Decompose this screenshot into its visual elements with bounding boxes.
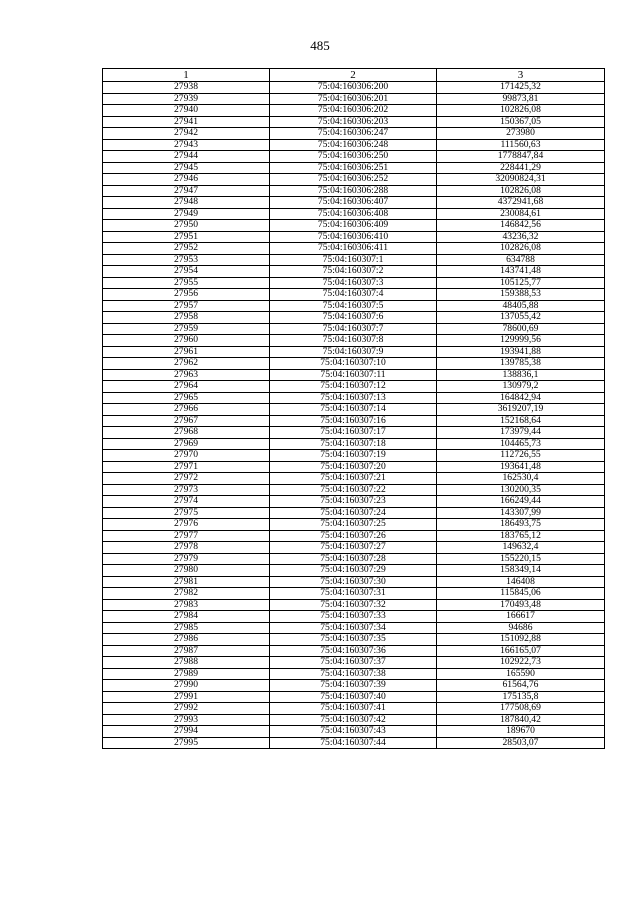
cadastral-number-cell: 75:04:160307:31 [270,588,437,600]
table-row [103,93,605,105]
table-row [103,496,605,508]
value-cell: 129999,56 [437,335,605,347]
cadastral-number-cell: 75:04:160307:40 [270,691,437,703]
page-number: 485 [310,38,330,53]
table-row [103,737,605,749]
cadastral-number-cell: 75:04:160307:13 [270,392,437,404]
row-number-cell: 27983 [103,599,270,611]
value-cell: 186493,75 [437,519,605,531]
table-row [103,162,605,174]
cadastral-number-cell: 75:04:160307:14 [270,404,437,416]
table-row [103,128,605,140]
table-row [103,691,605,703]
table-row [103,438,605,450]
value-cell: 175135,8 [437,691,605,703]
table-row [103,645,605,657]
row-number-cell: 27963 [103,369,270,381]
value-cell: 143741,48 [437,266,605,278]
row-number-cell: 27944 [103,151,270,163]
row-number-cell: 27962 [103,358,270,370]
value-cell: 3619207,19 [437,404,605,416]
cadastral-number-cell: 75:04:160307:41 [270,703,437,715]
row-number-cell: 27949 [103,208,270,220]
table-row [103,415,605,427]
row-number-cell: 27975 [103,507,270,519]
value-cell: 112726,55 [437,450,605,462]
table-row [103,185,605,197]
row-number-cell: 27957 [103,300,270,312]
cadastral-number-cell: 75:04:160307:23 [270,496,437,508]
table-row [103,346,605,358]
table-row [103,657,605,669]
cadastral-number-cell: 75:04:160307:37 [270,657,437,669]
cadastral-number-cell: 75:04:160307:29 [270,565,437,577]
cadastral-number-cell: 75:04:160307:19 [270,450,437,462]
table-header-row [103,69,605,82]
table-row [103,668,605,680]
cadastral-number-cell: 75:04:160307:3 [270,277,437,289]
row-number-cell: 27987 [103,645,270,657]
table-row [103,82,605,94]
row-number-cell: 27970 [103,450,270,462]
table-row [103,611,605,623]
row-number-cell: 27943 [103,139,270,151]
row-number-cell: 27974 [103,496,270,508]
table-row [103,231,605,243]
row-number-cell: 27992 [103,703,270,715]
value-cell: 130979,2 [437,381,605,393]
row-number-cell: 27990 [103,680,270,692]
row-number-cell: 27991 [103,691,270,703]
table-row [103,553,605,565]
table-row [103,588,605,600]
value-cell: 139785,38 [437,358,605,370]
value-cell: 1778847,84 [437,151,605,163]
cadastral-number-cell: 75:04:160306:250 [270,151,437,163]
table-row [103,703,605,715]
cadastral-number-cell: 75:04:160306:247 [270,128,437,140]
row-number-cell: 27954 [103,266,270,278]
value-cell: 170493,48 [437,599,605,611]
cadastral-number-cell: 75:04:160307:12 [270,381,437,393]
column-header-3: 3 [437,69,605,82]
cadastral-number-cell: 75:04:160307:17 [270,427,437,439]
row-number-cell: 27955 [103,277,270,289]
value-cell: 273980 [437,128,605,140]
value-cell: 4372941,68 [437,197,605,209]
value-cell: 43236,32 [437,231,605,243]
value-cell: 102826,08 [437,243,605,255]
row-number-cell: 27978 [103,542,270,554]
cadastral-number-cell: 75:04:160307:25 [270,519,437,531]
value-cell: 155220,15 [437,553,605,565]
cadastral-number-cell: 75:04:160306:410 [270,231,437,243]
table-row [103,289,605,301]
row-number-cell: 27940 [103,105,270,117]
cadastral-number-cell: 75:04:160307:39 [270,680,437,692]
value-cell: 173979,44 [437,427,605,439]
cadastral-number-cell: 75:04:160307:43 [270,726,437,738]
cadastral-number-cell: 75:04:160306:408 [270,208,437,220]
cadastral-number-cell: 75:04:160307:5 [270,300,437,312]
column-header-2: 2 [270,69,437,82]
cadastral-number-cell: 75:04:160307:30 [270,576,437,588]
row-number-cell: 27980 [103,565,270,577]
table-row [103,139,605,151]
cadastral-number-cell: 75:04:160307:24 [270,507,437,519]
value-cell: 102826,08 [437,105,605,117]
value-cell: 149632,4 [437,542,605,554]
value-cell: 187840,42 [437,714,605,726]
table-row [103,392,605,404]
value-cell: 151092,88 [437,634,605,646]
cadastral-number-cell: 75:04:160307:1 [270,254,437,266]
row-number-cell: 27993 [103,714,270,726]
table-row [103,726,605,738]
row-number-cell: 27938 [103,82,270,94]
row-number-cell: 27939 [103,93,270,105]
cadastral-number-cell: 75:04:160306:201 [270,93,437,105]
table-row [103,335,605,347]
row-number-cell: 27942 [103,128,270,140]
cadastral-number-cell: 75:04:160306:288 [270,185,437,197]
row-number-cell: 27965 [103,392,270,404]
cadastral-number-cell: 75:04:160307:18 [270,438,437,450]
table-row [103,404,605,416]
value-cell: 158349,14 [437,565,605,577]
cadastral-number-cell: 75:04:160307:26 [270,530,437,542]
cadastral-number-cell: 75:04:160307:42 [270,714,437,726]
row-number-cell: 27941 [103,116,270,128]
row-number-cell: 27953 [103,254,270,266]
cadastral-number-cell: 75:04:160307:2 [270,266,437,278]
table-row [103,254,605,266]
value-cell: 104465,73 [437,438,605,450]
value-cell: 230084,61 [437,208,605,220]
table-row [103,450,605,462]
table-row [103,680,605,692]
row-number-cell: 27976 [103,519,270,531]
table-row [103,243,605,255]
row-number-cell: 27995 [103,737,270,749]
table-row [103,266,605,278]
table-row [103,599,605,611]
row-number-cell: 27947 [103,185,270,197]
cadastral-number-cell: 75:04:160307:4 [270,289,437,301]
cadastral-number-cell: 75:04:160307:7 [270,323,437,335]
table-row [103,565,605,577]
value-cell: 78600,69 [437,323,605,335]
column-header-1: 1 [103,69,270,82]
cadastral-number-cell: 75:04:160306:411 [270,243,437,255]
value-cell: 193941,88 [437,346,605,358]
value-cell: 143307,99 [437,507,605,519]
table-row [103,542,605,554]
table-row [103,427,605,439]
value-cell: 102922,73 [437,657,605,669]
table-row [103,576,605,588]
value-cell: 115845,06 [437,588,605,600]
value-cell: 150367,05 [437,116,605,128]
table-row [103,277,605,289]
row-number-cell: 27952 [103,243,270,255]
row-number-cell: 27972 [103,473,270,485]
value-cell: 166165,07 [437,645,605,657]
table-row [103,519,605,531]
cadastral-number-cell: 75:04:160307:35 [270,634,437,646]
value-cell: 166249,44 [437,496,605,508]
value-cell: 152168,64 [437,415,605,427]
value-cell: 189670 [437,726,605,738]
cadastral-number-cell: 75:04:160306:252 [270,174,437,186]
cadastral-number-cell: 75:04:160307:34 [270,622,437,634]
value-cell: 61564,76 [437,680,605,692]
cadastral-number-cell: 75:04:160307:44 [270,737,437,749]
cadastral-number-cell: 75:04:160307:6 [270,312,437,324]
row-number-cell: 27986 [103,634,270,646]
value-cell: 102826,08 [437,185,605,197]
row-number-cell: 27958 [103,312,270,324]
row-number-cell: 27951 [103,231,270,243]
row-number-cell: 27969 [103,438,270,450]
cadastral-number-cell: 75:04:160306:203 [270,116,437,128]
value-cell: 146408 [437,576,605,588]
table-row [103,381,605,393]
table-row [103,634,605,646]
cadastral-number-cell: 75:04:160307:38 [270,668,437,680]
table-row [103,484,605,496]
data-table [102,68,605,749]
cadastral-number-cell: 75:04:160307:20 [270,461,437,473]
table-row [103,622,605,634]
cadastral-number-cell: 75:04:160307:16 [270,415,437,427]
row-number-cell: 27945 [103,162,270,174]
table-row [103,174,605,186]
row-number-cell: 27950 [103,220,270,232]
table-row [103,530,605,542]
table-row [103,105,605,117]
table-row [103,461,605,473]
value-cell: 164842,94 [437,392,605,404]
row-number-cell: 27973 [103,484,270,496]
value-cell: 105125,77 [437,277,605,289]
table-row [103,197,605,209]
value-cell: 165590 [437,668,605,680]
row-number-cell: 27979 [103,553,270,565]
row-number-cell: 27959 [103,323,270,335]
value-cell: 111560,63 [437,139,605,151]
cadastral-number-cell: 75:04:160307:28 [270,553,437,565]
cadastral-number-cell: 75:04:160307:33 [270,611,437,623]
value-cell: 146842,56 [437,220,605,232]
cadastral-number-cell: 75:04:160307:8 [270,335,437,347]
row-number-cell: 27948 [103,197,270,209]
value-cell: 137055,42 [437,312,605,324]
cadastral-number-cell: 75:04:160306:202 [270,105,437,117]
table-row [103,358,605,370]
row-number-cell: 27981 [103,576,270,588]
cadastral-number-cell: 75:04:160307:10 [270,358,437,370]
value-cell: 48405,88 [437,300,605,312]
table-row [103,473,605,485]
cadastral-number-cell: 75:04:160306:407 [270,197,437,209]
value-cell: 32090824,31 [437,174,605,186]
cadastral-number-cell: 75:04:160307:27 [270,542,437,554]
cadastral-number-cell: 75:04:160307:22 [270,484,437,496]
cadastral-number-cell: 75:04:160307:11 [270,369,437,381]
table-row [103,220,605,232]
value-cell: 130200,35 [437,484,605,496]
value-cell: 99873,81 [437,93,605,105]
cadastral-number-cell: 75:04:160306:409 [270,220,437,232]
table-row [103,714,605,726]
table-row [103,300,605,312]
value-cell: 183765,12 [437,530,605,542]
value-cell: 28503,07 [437,737,605,749]
value-cell: 159388,53 [437,289,605,301]
table-row [103,369,605,381]
value-cell: 162530,4 [437,473,605,485]
value-cell: 634788 [437,254,605,266]
value-cell: 228441,29 [437,162,605,174]
row-number-cell: 27968 [103,427,270,439]
cadastral-number-cell: 75:04:160307:9 [270,346,437,358]
table-row [103,507,605,519]
cadastral-number-cell: 75:04:160307:21 [270,473,437,485]
row-number-cell: 27966 [103,404,270,416]
row-number-cell: 27982 [103,588,270,600]
row-number-cell: 27946 [103,174,270,186]
value-cell: 193641,48 [437,461,605,473]
table-row [103,323,605,335]
table-body [103,82,605,749]
cadastral-number-cell: 75:04:160307:32 [270,599,437,611]
row-number-cell: 27960 [103,335,270,347]
table-row [103,151,605,163]
row-number-cell: 27977 [103,530,270,542]
row-number-cell: 27964 [103,381,270,393]
cadastral-number-cell: 75:04:160306:251 [270,162,437,174]
row-number-cell: 27994 [103,726,270,738]
row-number-cell: 27956 [103,289,270,301]
cadastral-number-cell: 75:04:160307:36 [270,645,437,657]
value-cell: 138836,1 [437,369,605,381]
table-row [103,208,605,220]
row-number-cell: 27967 [103,415,270,427]
cadastral-number-cell: 75:04:160306:200 [270,82,437,94]
value-cell: 171425,32 [437,82,605,94]
value-cell: 177508,69 [437,703,605,715]
table-row [103,116,605,128]
table-row [103,312,605,324]
row-number-cell: 27984 [103,611,270,623]
row-number-cell: 27971 [103,461,270,473]
row-number-cell: 27988 [103,657,270,669]
row-number-cell: 27961 [103,346,270,358]
value-cell: 94686 [437,622,605,634]
value-cell: 166617 [437,611,605,623]
cadastral-number-cell: 75:04:160306:248 [270,139,437,151]
row-number-cell: 27989 [103,668,270,680]
row-number-cell: 27985 [103,622,270,634]
